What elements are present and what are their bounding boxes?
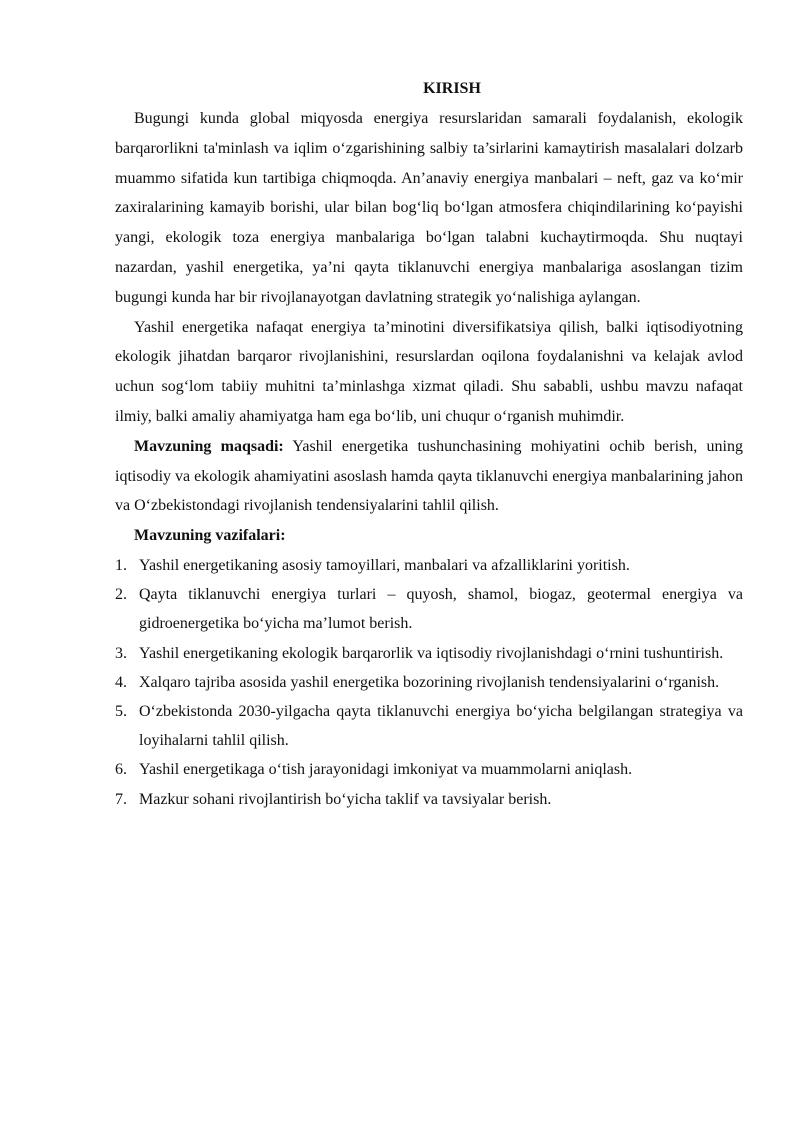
- list-item-text: Xalqaro tajriba asosida yashil energetika bozorining rivojlanish tendensiyalarini o‘rganish.: [139, 673, 720, 691]
- list-item-text: Mazkur sohani rivojlantirish bo‘yicha taklif va tavsiyalar berish.: [139, 790, 552, 808]
- list-item-number: 3.: [115, 644, 127, 662]
- list-item: [115, 639, 743, 668]
- tasks-heading: Mavzuning vazifalari:: [134, 527, 286, 545]
- list-item-number: 6.: [115, 761, 127, 779]
- list-item: [115, 668, 743, 697]
- goal-paragraph: [115, 432, 743, 521]
- intro-paragraph: Bugungi kunda global miqyosda energiya resurslaridan samarali foydalanish, ekologik barqarorlikni ta'minlash va iqlim o‘zgarishining salbiy ta’sirlarini kamaytirish masalalari dolzarb muammo sifatida kun tartibiga chiqmoqda. An’anaviy energiya manbalari – neft, gaz va ko‘mir zaxiralarining kamayib borishi, ular bilan bog‘liq bo‘lgan atmosfera chiqindilarining ko‘payishi yangi, ekologik toza energiya manbalariga bo‘lgan talabni kuchaytirmoqda. Shu nuqtayi nazardan, yashil energetika, ya’ni qayta tiklanuvchi energiya manbalariga asoslangan tizim bugungi kunda har bir rivojlanayotgan davlatning strategik yo‘nalishiga aylangan.: [115, 110, 743, 306]
- list-item-text: Yashil energetikaga o‘tish jarayonidagi imkoniyat va muammolarni aniqlash.: [139, 761, 633, 779]
- list-item-number: 7.: [115, 790, 127, 808]
- tasks-list: [115, 551, 743, 814]
- list-item-text: Yashil energetikaning asosiy tamoyillari, manbalari va afzalliklarini yoritish.: [139, 556, 630, 574]
- list-item-number: 2.: [115, 586, 127, 604]
- page-title: KIRISH: [423, 80, 481, 97]
- list-item: [115, 755, 743, 784]
- list-item: [115, 551, 743, 580]
- goal-label: Mavzuning maqsadi:: [134, 437, 284, 455]
- list-item: [115, 580, 743, 638]
- list-item-number: 1.: [115, 556, 127, 574]
- goal-text: Yashil energetika tushunchasining mohiyatini ochib berish, uning iqtisodiy va ekologik ahamiyatini asoslash hamda qayta tiklanuvchi energiya manbalarining jahon va O‘zbekistondagi rivojlanish tendensiyalarini tahlil qilish.: [115, 437, 744, 515]
- list-item-text: O‘zbekistonda 2030-yilgacha qayta tiklanuvchi energiya bo‘yicha belgilangan strategiya va loyihalarni tahlil qilish.: [139, 702, 743, 750]
- importance-paragraph: Yashil energetika nafaqat energiya ta’minotini diversifikatsiya qilish, balki iqtisodiyotning ekologik jihatdan barqaror rivojlanishini, resurslardan oqilona foydalanishni va kelajak avlod uchun sog‘lom tabiiy muhitni ta’minlashga xizmat qiladi. Shu sababli, ushbu mavzu nafaqat ilmiy, balki amaliy ahamiyatga ham ega bo‘lib, uni chuqur o‘rganish muhimdir.: [115, 318, 743, 425]
- list-item: [115, 785, 743, 814]
- list-item: [115, 697, 743, 755]
- list-item-text: Yashil energetikaning ekologik barqarorlik va iqtisodiy rivojlanishdagi o‘rnini tushuntirish.: [139, 644, 724, 662]
- list-item-number: 5.: [115, 702, 127, 720]
- list-item-number: 4.: [115, 673, 127, 691]
- list-item-text: Qayta tiklanuvchi energiya turlari – quyosh, shamol, biogaz, geotermal energiya va gidroenergetika bo‘yicha ma’lumot berish.: [139, 586, 743, 633]
- document-page: [115, 74, 743, 814]
